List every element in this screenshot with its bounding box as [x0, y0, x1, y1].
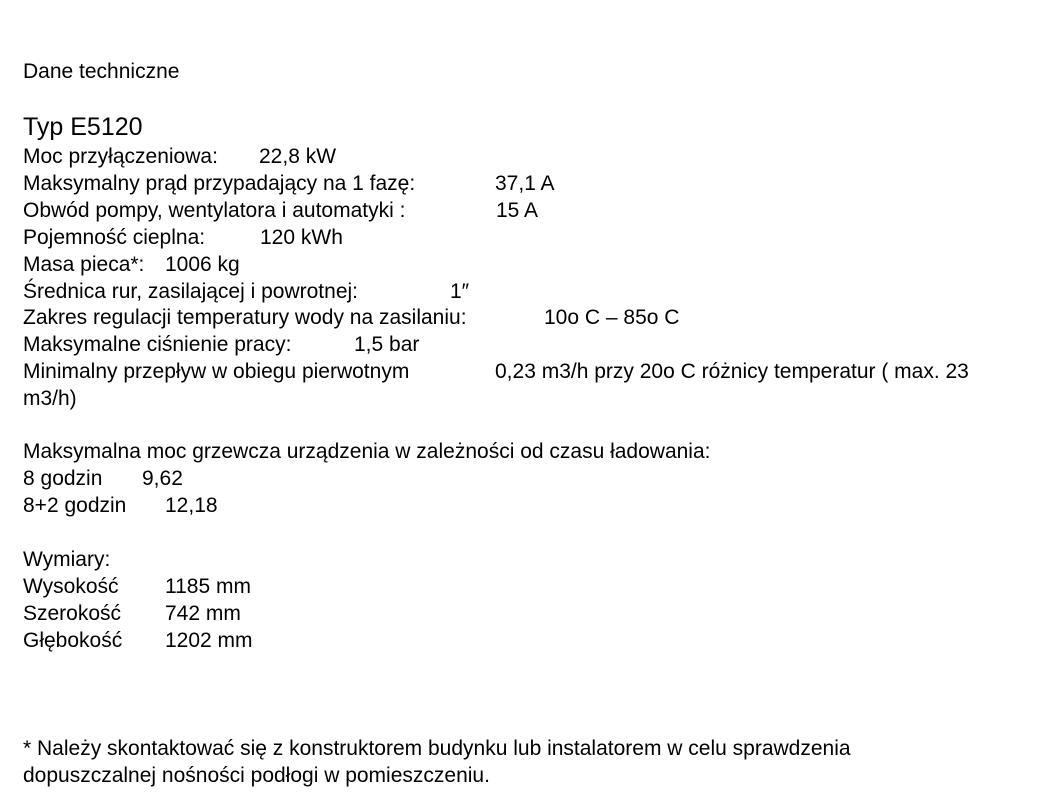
dimension-row: [23, 627, 253, 654]
dimension-value: 742 mm: [165, 602, 241, 625]
spec-label: Pojemność cieplna:: [23, 226, 206, 249]
heating-value: 12,18: [165, 494, 218, 517]
spec-row-pipe: [23, 278, 470, 305]
heating-label: 8+2 godzin: [23, 494, 127, 517]
spec-row-flow: [23, 358, 969, 385]
spec-value: 1″: [450, 280, 470, 303]
heating-label: 8 godzin: [23, 467, 103, 490]
spec-row-circuit: [23, 197, 539, 224]
spec-row-max-current: [23, 170, 555, 197]
spec-row-flow-continued: m3/h): [23, 387, 77, 410]
spec-value: 22,8 kW: [259, 145, 337, 168]
page-title: Dane techniczne: [23, 60, 180, 83]
spec-value: 120 kWh: [260, 226, 343, 249]
spec-value: 1,5 bar: [354, 333, 420, 356]
dimensions-heading: Wymiary:: [23, 548, 111, 571]
spec-row-pressure: [23, 331, 420, 358]
dimension-row: [23, 600, 241, 627]
spec-label: Maksymalny prąd przypadający na 1 fazę:: [23, 172, 416, 195]
spec-value: 10o C – 85o C: [544, 306, 680, 329]
spec-label: Zakres regulacji temperatury wody na zasilaniu:: [23, 306, 467, 329]
dimension-label: Szerokość: [23, 602, 122, 625]
heating-row: [23, 492, 218, 519]
dimension-label: Wysokość: [23, 575, 119, 598]
spec-value: 15 A: [496, 199, 539, 222]
footnote-line: * Należy skontaktować się z konstruktorem budynku lub instalatorem w celu sprawdzenia: [23, 737, 851, 760]
spec-label: Moc przyłączeniowa:: [23, 145, 218, 168]
heating-heading: Maksymalna moc grzewcza urządzenia w zależności od czasu ładowania:: [23, 440, 711, 463]
spec-value: 1006 kg: [165, 253, 240, 276]
spec-row-power: [23, 143, 337, 170]
spec-row-mass: [23, 251, 240, 278]
spec-label: Maksymalne ciśnienie pracy:: [23, 333, 292, 356]
spec-value: 0,23 m3/h przy 20o C różnicy temperatur ( max. 23: [495, 360, 969, 383]
spec-label: Obwód pompy, wentylatora i automatyki :: [23, 199, 406, 222]
heating-value: 9,62: [142, 467, 183, 490]
heating-row: [23, 465, 183, 492]
spec-label: Minimalny przepływ w obiegu pierwotnym: [23, 360, 410, 383]
dimension-label: Głębokość: [23, 629, 123, 652]
spec-label: Masa pieca*:: [23, 253, 145, 276]
spec-row-heat-capacity: [23, 224, 343, 251]
spec-value: 37,1 A: [495, 172, 555, 195]
dimension-value: 1185 mm: [165, 575, 251, 598]
footnote-line: dopuszczalnej nośności podłogi w pomieszczeniu.: [23, 764, 490, 787]
model-name: Typ E5120: [23, 113, 143, 141]
dimension-row: [23, 573, 251, 600]
spec-label: Średnica rur, zasilającej i powrotnej:: [23, 280, 358, 303]
spec-row-temp-range: [23, 304, 680, 331]
dimension-value: 1202 mm: [165, 629, 253, 652]
